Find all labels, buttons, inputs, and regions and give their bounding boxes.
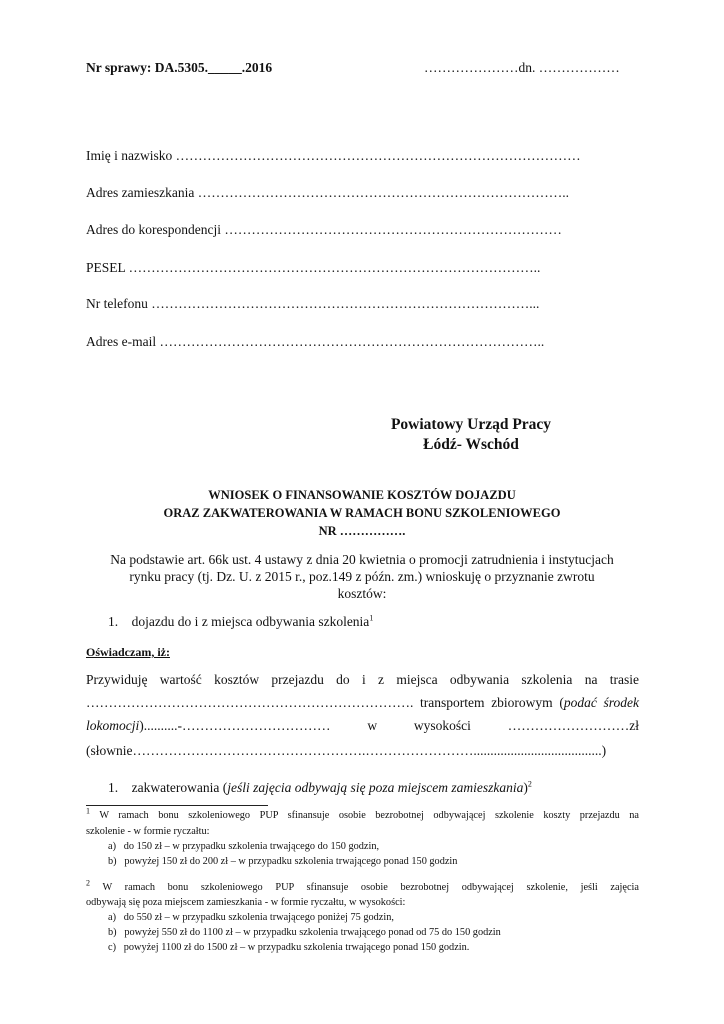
footnote-ref: 2 (527, 779, 532, 789)
declaration-line1: Przywiduję wartość kosztów przejazdu do i z miejsca odbywania szkolenia na trasie (86, 672, 639, 687)
footnote-1-line1 (86, 806, 639, 821)
field-label: Imię i nazwisko (86, 148, 173, 163)
list-text: do 550 zł – w przypadku szkolenia trwającego poniżej 75 godzin, (123, 912, 394, 923)
list-marker: a) (108, 841, 116, 852)
item-number: 1. (108, 780, 119, 795)
list-marker: a) (108, 912, 116, 923)
field-dots: ………………………………………………………………………….. (159, 334, 545, 349)
footnote-number: 1 (86, 806, 90, 816)
intro-line2: rynku pracy (tj. Dz. U. z 2015 r., poz.149 z późn. zm.) wnioskuję o przyznanie zwrotu (129, 569, 595, 584)
footnote-2-item-b (108, 927, 501, 938)
field-label: PESEL (86, 260, 126, 275)
footnote-text: W ramach bonu szkoleniowego PUP sfinansuje osobie bezrobotnej odbywającej szkolenie koszty przejazdu na (90, 810, 639, 821)
item-text: dojazdu do i z miejsca odbywania szkolenia (131, 614, 370, 629)
field-label: Adres e-mail (86, 334, 157, 349)
item-accommodation (108, 780, 532, 796)
field-email[interactable] (86, 334, 544, 350)
footnote-ref: 1 (369, 613, 374, 623)
footnote-2-item-a (108, 912, 394, 923)
footnote-2-line2: odbywają się poza miejscem zamieszkania - w formie ryczałtu, w wysokości: (86, 897, 406, 908)
field-dots: ……………………………………………………………………………….. (128, 260, 541, 275)
date-line: …………………dn. ……………… (424, 60, 620, 75)
footnote-1-item-b (108, 856, 457, 867)
field-dots: ………………………………………………………………… (224, 222, 562, 237)
footnote-1-line2: szkolenie - w formie ryczałtu: (86, 826, 210, 837)
field-full-name[interactable] (86, 148, 581, 164)
field-label: Adres zamieszkania (86, 185, 195, 200)
intro-line1: Na podstawie art. 66k ust. 4 ustawy z dnia 20 kwietnia o promocji zatrudnienia i instytucjach (110, 552, 614, 567)
field-label: Adres do korespondencji (86, 222, 221, 237)
route-dots: ………………………………………………………………. transportem zbiorowym ( (86, 695, 564, 710)
case-number: Nr sprawy: DA.5305._____.2016 (86, 60, 273, 75)
field-address[interactable] (86, 185, 569, 201)
item-number: 1. (108, 614, 119, 629)
item-commute (108, 614, 373, 630)
transport-hint-cont: lokomocji (86, 718, 140, 733)
list-text: powyżej 150 zł do 200 zł – w przypadku szkolenia trwającego ponad 150 godzin (124, 856, 458, 867)
field-pesel[interactable] (86, 260, 540, 276)
item-text: zakwaterowania ( (131, 780, 228, 795)
addressee-line1: Powiatowy Urząd Pracy (390, 416, 552, 433)
field-dots: ……………………………………………………………………….. (197, 185, 569, 200)
declaration-line4: (słownie…………………………………………….……………………......................................) (86, 743, 607, 758)
footnote-text: W ramach bonu szkoleniowego PUP sfinansuje osobie bezrobotnej odbywającej szkolenie, jeśli zajęcia (90, 882, 639, 893)
list-marker: b) (108, 927, 117, 938)
declaration-line3 (86, 718, 639, 734)
form-title-line3: NR ……………. (318, 524, 406, 538)
transport-hint: podać środek (563, 695, 639, 710)
list-text: do 150 zł – w przypadku szkolenia trwającego do 150 godzin, (123, 841, 380, 852)
field-phone[interactable] (86, 296, 539, 312)
addressee-line2: Łódź- Wschód (423, 436, 519, 453)
amount-dots: )..........-…………………………… w wysokości ………………………zł (139, 718, 639, 733)
footnote-2-line1 (86, 878, 639, 893)
declaration-heading: Oświadczam, iż: (86, 645, 170, 659)
footnote-number: 2 (86, 878, 90, 888)
form-title-line2: ORAZ ZAKWATEROWANIA W RAMACH BONU SZKOLENIOWEGO (163, 506, 561, 520)
footnote-separator (86, 805, 268, 806)
list-text: powyżej 1100 zł do 1500 zł – w przypadku szkolenia trwającego ponad 150 godzin. (123, 942, 470, 953)
intro-line3: kosztów: (337, 586, 387, 601)
list-text: powyżej 550 zł do 1100 zł – w przypadku szkolenia trwającego ponad od 75 do 150 godzin (124, 927, 501, 938)
item-text-close: ) (523, 780, 528, 795)
declaration-line2 (86, 695, 639, 711)
list-marker: c) (108, 942, 116, 953)
item-condition: jeśli zajęcia odbywają się poza miejscem zamieszkania (227, 780, 524, 795)
footnote-1-item-a (108, 841, 379, 852)
field-dots: ……………………………………………………………………………… (175, 148, 581, 163)
list-marker: b) (108, 856, 117, 867)
footnote-2-item-c (108, 942, 469, 953)
field-label: Nr telefonu (86, 296, 148, 311)
form-title-line1: WNIOSEK O FINANSOWANIE KOSZTÓW DOJAZDU (208, 488, 516, 502)
field-dots: …………………………………………………………………………... (151, 296, 540, 311)
field-correspondence-address[interactable] (86, 222, 562, 238)
